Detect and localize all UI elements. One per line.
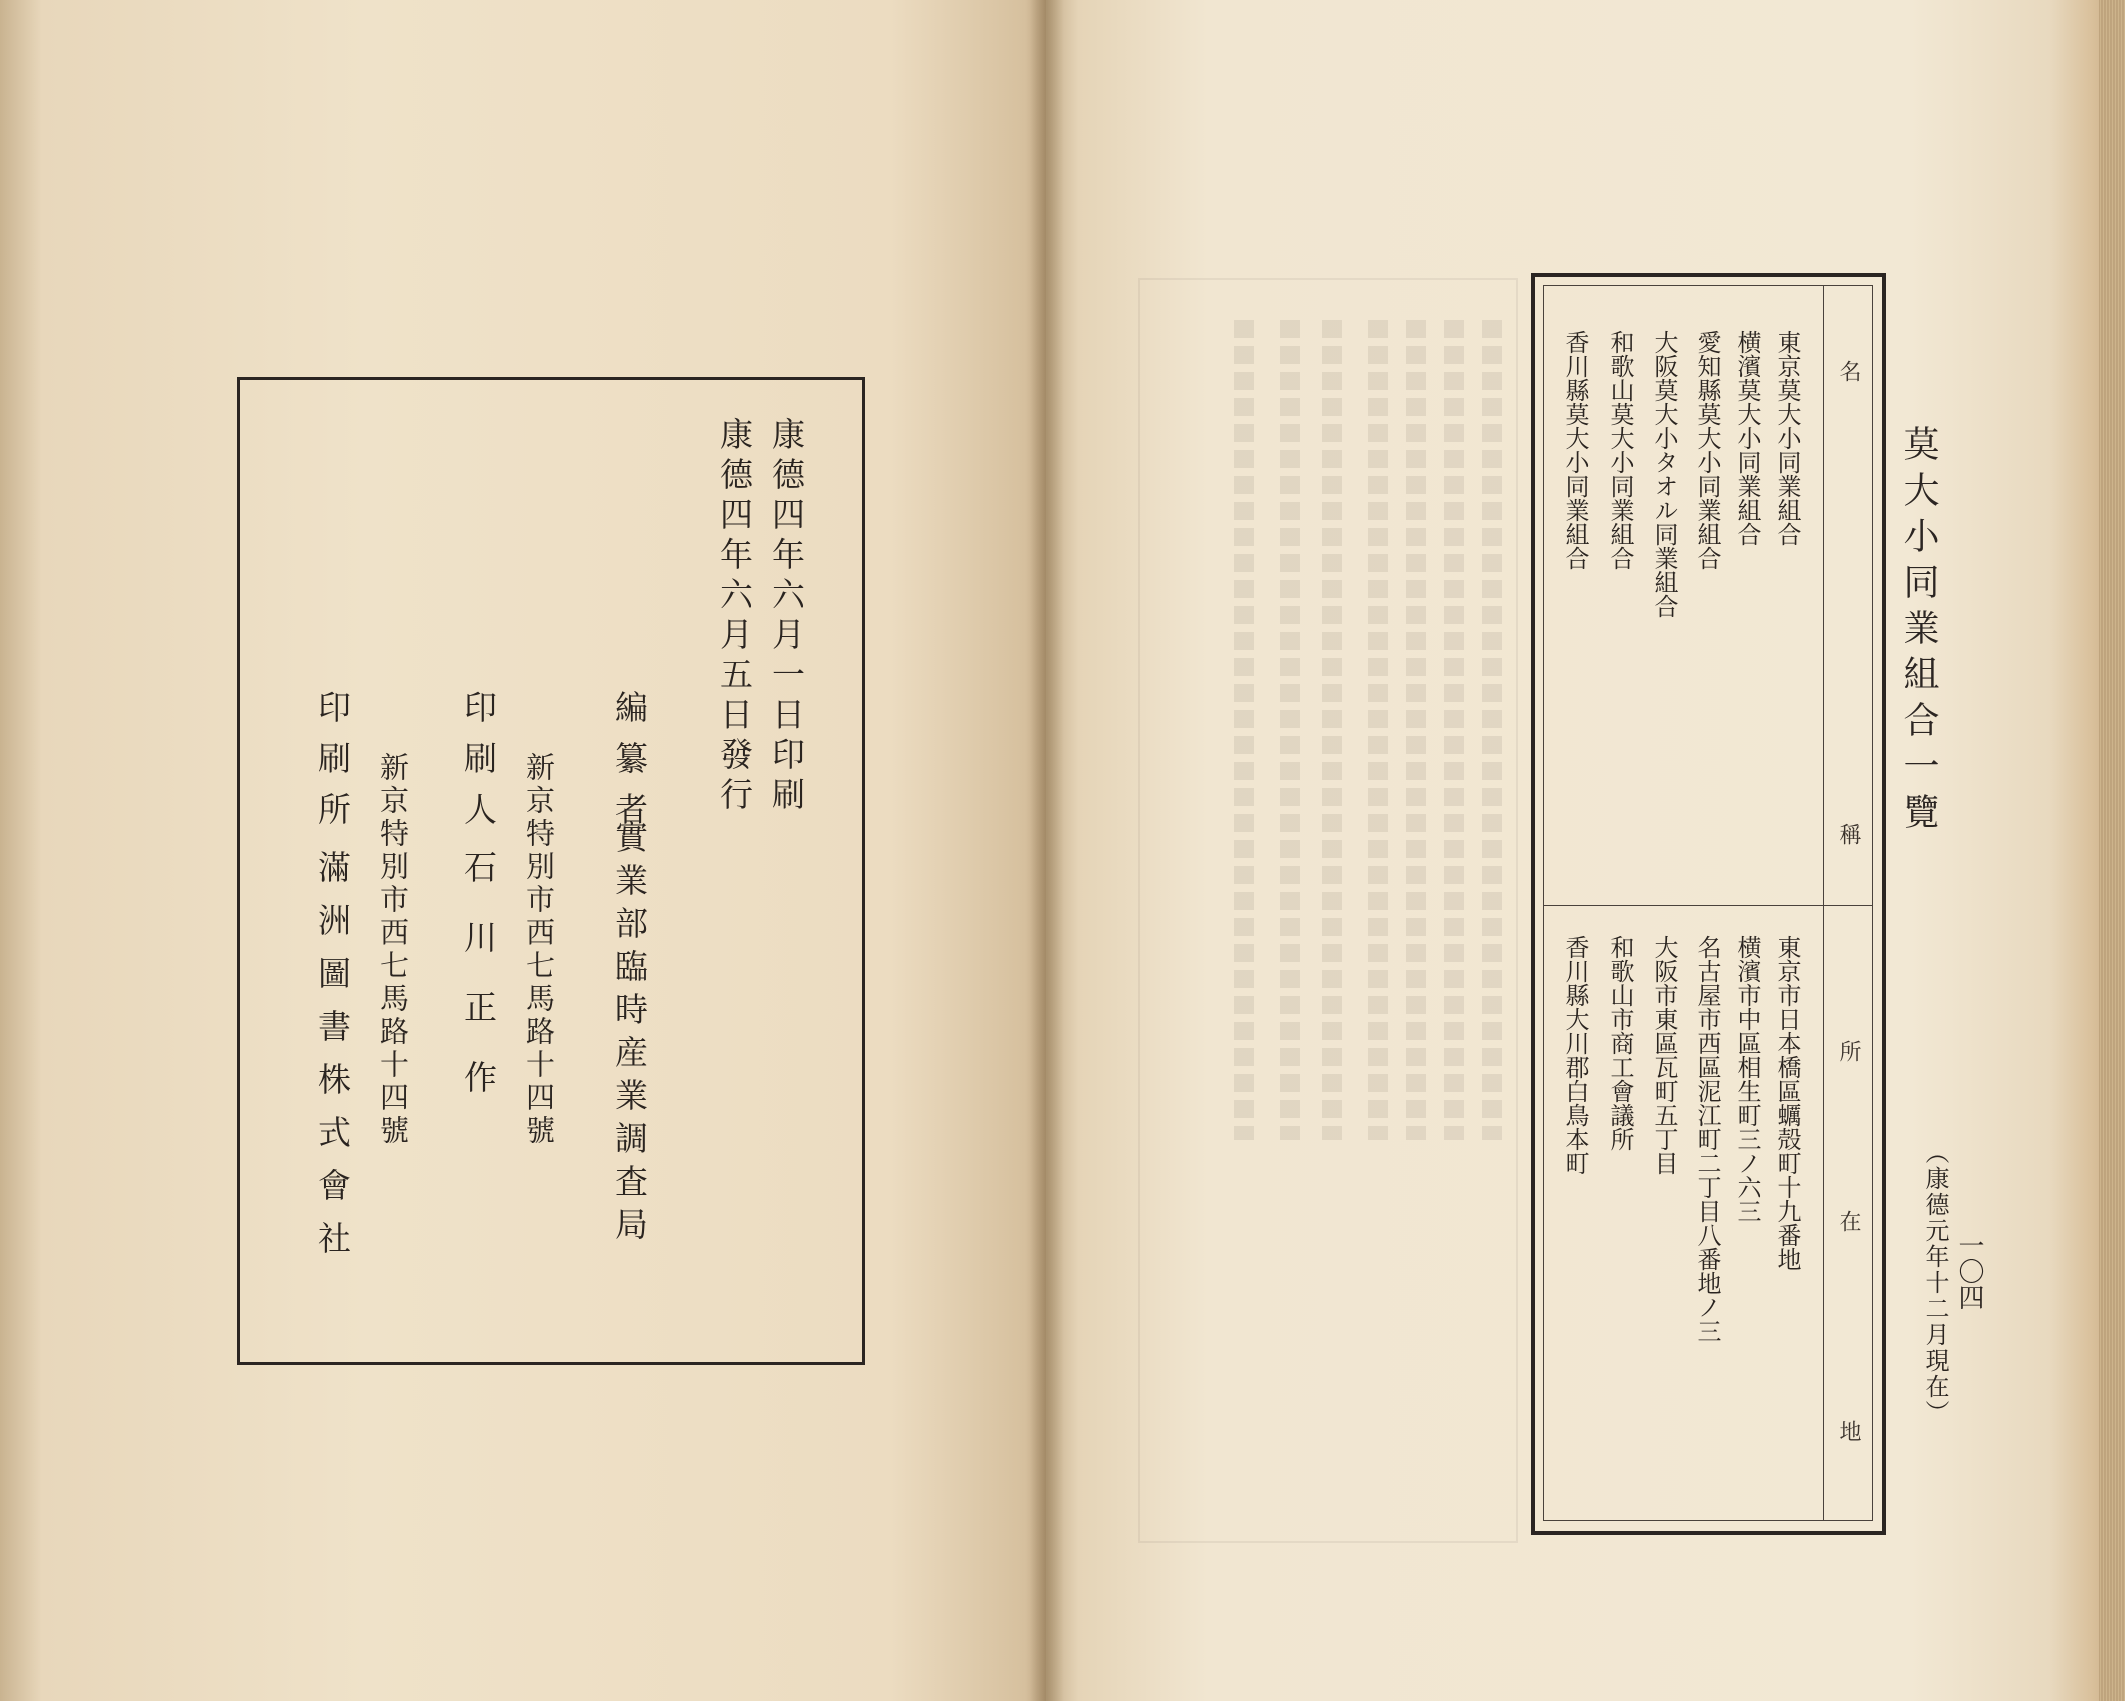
editor-label: 編纂者 <box>610 690 649 843</box>
org-location: 東京市日本橋區蠣殻町十九番地 <box>1773 935 1801 1271</box>
org-name: 愛知縣莫大小同業組合 <box>1693 330 1721 570</box>
table-section-divider <box>1543 905 1873 906</box>
as-of-date: （康德元年十二月現在） <box>1921 1140 1949 1426</box>
print-date: 康德四年六月一日印刷 <box>767 417 806 817</box>
header-location-1: 所 <box>1836 1040 1861 1062</box>
show-through-text <box>1368 320 1388 1140</box>
org-location: 大阪市東區瓦町五丁目 <box>1650 935 1678 1175</box>
org-name: 東京莫大小同業組合 <box>1773 330 1801 546</box>
show-through-text <box>1322 320 1342 1140</box>
press-address: 新京特別市西七馬路十四號 <box>376 752 410 1148</box>
page-title: 莫大小同業組合一覽 <box>1898 425 1939 839</box>
show-through-text <box>1444 320 1464 1140</box>
org-name: 和歌山莫大小同業組合 <box>1606 330 1634 570</box>
press-name: 滿洲圖書株式會社 <box>313 850 352 1274</box>
header-location-3: 地 <box>1836 1420 1861 1442</box>
editor-name: 實業部臨時産業調査局 <box>610 820 649 1250</box>
org-location: 横濱市中區相生町三ノ六三 <box>1733 935 1761 1223</box>
show-through-text <box>1482 320 1502 1140</box>
org-name: 大阪莫大小タオル同業組合 <box>1650 330 1678 618</box>
show-through-text <box>1406 320 1426 1140</box>
page-edges <box>2099 0 2125 1701</box>
header-location-2: 在 <box>1836 1210 1861 1232</box>
table-header-column <box>1823 285 1873 1521</box>
header-name-1: 名 <box>1836 360 1861 382</box>
printer-label: 印刷人 <box>459 690 498 843</box>
book-gutter <box>1030 0 1064 1701</box>
show-through-text <box>1280 320 1300 1140</box>
org-location: 和歌山市商工會議所 <box>1606 935 1634 1151</box>
show-through-text <box>1234 320 1254 1140</box>
editor-address: 新京特別市西七馬路十四號 <box>522 752 556 1148</box>
org-location: 名古屋市西區泥江町二丁目八番地ノ三 <box>1693 935 1721 1343</box>
printer-name: 石 川 正 作 <box>459 850 498 1095</box>
header-name-2: 稱 <box>1836 823 1861 845</box>
org-name: 横濱莫大小同業組合 <box>1733 330 1761 546</box>
org-name: 香川縣莫大小同業組合 <box>1561 330 1589 570</box>
page-number: 一〇四 <box>1954 1232 1984 1310</box>
issue-date: 康德四年六月五日發行 <box>715 417 754 817</box>
press-label: 印刷所 <box>313 690 352 843</box>
org-location: 香川縣大川郡白鳥本町 <box>1561 935 1589 1175</box>
